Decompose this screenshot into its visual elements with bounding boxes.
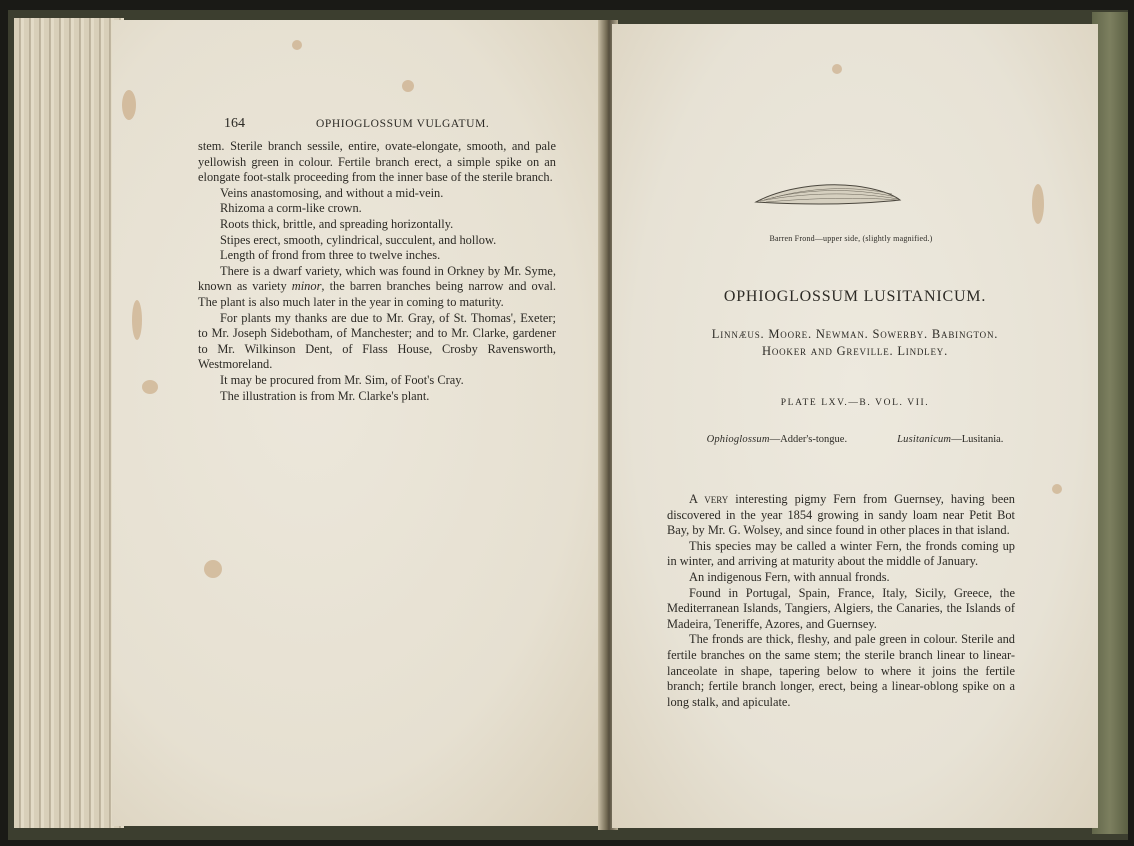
paragraph: For plants my thanks are due to Mr. Gray, of St. Thomas', Exeter; to Mr. Joseph Sidebotham, of Manchester; and to Mr. Clarke, gardener to Mr. Wilkinson Dent, of Flass House, Crosby Ravensworth, Westmoreland. <box>198 310 556 372</box>
authorities-line: Hooker and Greville. Lindley. <box>762 344 948 358</box>
text-run: , the barren branches being narrow and oval. The plant is also much later in the year in coming to maturity. <box>198 279 556 309</box>
figure-caption: Barren Frond—upper side, (slightly magnified.) <box>769 234 933 243</box>
plate-reference: PLATE LXV.—B. VOL. VII. <box>780 398 930 408</box>
foxing-stain <box>122 90 136 120</box>
paragraph: Stipes erect, smooth, cylindrical, succulent, and hollow. <box>220 232 497 247</box>
paragraph: Length of frond from three to twelve inches. <box>220 248 441 263</box>
paragraph: The illustration is from Mr. Clarke's plant. <box>220 388 430 403</box>
right-page-text <box>667 492 1015 710</box>
name-etymology <box>616 434 1094 445</box>
paragraph: Found in Portugal, Spain, France, Italy, Sicily, Greece, the Mediterranean Islands, Tangiers, Algiers, the Canaries, the Islands of Madeira, Teneriffe, Azores, and Guernsey. <box>667 585 1015 631</box>
paragraph <box>667 492 1015 539</box>
foxing-stain <box>1032 184 1044 224</box>
species-title: OPHIOGLOSSUM LUSITANICUM. <box>723 288 987 305</box>
foxing-stain <box>142 380 158 394</box>
barren-frond-illustration <box>752 176 902 216</box>
italic-term: minor <box>291 279 322 294</box>
paragraph: Veins anastomosing, and without a mid-vein. <box>220 185 444 200</box>
left-page-text <box>198 139 556 404</box>
paragraph: Roots thick, brittle, and spreading horizontally. <box>220 216 454 231</box>
genus-meaning: —Adder's-tongue. <box>769 434 848 445</box>
paragraph: Rhizoma a corm-like crown. <box>220 201 362 216</box>
dwarf-variety-paragraph <box>198 264 556 311</box>
foxing-stain <box>204 560 222 578</box>
text-run: There is a dwarf variety, which was found in Orkney by Mr. Syme, known as variety <box>198 263 556 294</box>
foxing-stain <box>832 64 842 74</box>
paragraph: stem. Sterile branch sessile, entire, ovate-elongate, smooth, and pale yellowish green in colour. Fertile branch erect, a simple spike on an elongate foot-stalk proceeding from the inner base of the sterile branch. <box>198 139 556 185</box>
page-number: 164 <box>224 116 245 131</box>
text-run: interesting pigmy Fern from Guernsey, having been discovered in the year 1854 growing in sandy loam near Petit Bot Bay, by Mr. G. Wolsey, and since found in other places in that island. <box>667 492 1015 538</box>
foxing-stain <box>1052 484 1062 494</box>
species-name: Lusitanicum <box>897 434 952 445</box>
paragraph: This species may be called a winter Fern, the fronds coming up in winter, and arriving at maturity about the middle of January. <box>667 538 1015 569</box>
paragraph: An indigenous Fern, with annual fronds. <box>689 569 890 584</box>
paragraph: It may be procured from Mr. Sim, of Foot's Cray. <box>220 372 464 387</box>
paragraph: The fronds are thick, fleshy, and pale green in colour. Sterile and fertile branches on the same stem; the sterile branch linear to linear-lanceolate in shape, tapering below to where it joins the fertile branch; fertile branch longer, erect, being a linear-oblong spike on a long stalk, and apiculate. <box>667 632 1015 709</box>
foxing-stain <box>292 40 302 50</box>
page-stack-edges <box>14 18 124 828</box>
authorities-line: Linnæus. Moore. Newman. Sowerby. Babington. <box>711 327 999 341</box>
running-head: OPHIOGLOSSUM VULGATUM. <box>316 118 490 130</box>
genus-name: Ophioglossum <box>706 434 770 445</box>
lead-words: A very <box>689 492 729 506</box>
species-meaning: —Lusitania. <box>951 434 1004 445</box>
authorities <box>616 326 1094 360</box>
foxing-stain <box>402 80 414 92</box>
foxing-stain <box>132 300 142 340</box>
